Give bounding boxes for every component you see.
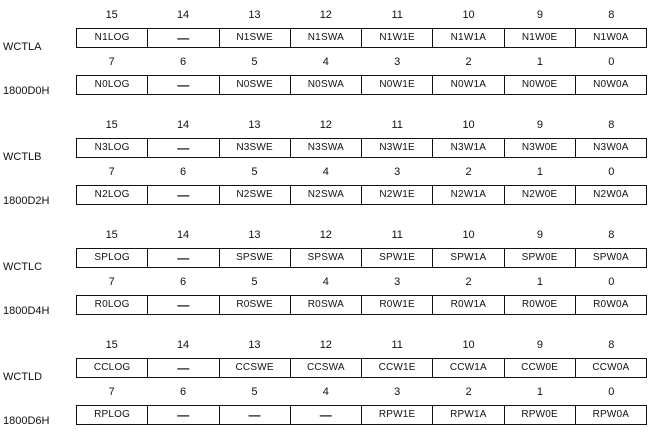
bit-number: 1 bbox=[536, 56, 543, 68]
bit-field: N0W1E bbox=[361, 76, 432, 94]
bit-field: R0W0A bbox=[575, 296, 646, 314]
bit-field: — bbox=[147, 249, 218, 267]
high-byte-row bbox=[76, 118, 647, 158]
bit-number: 9 bbox=[536, 229, 543, 241]
bit-field: N1W0A bbox=[575, 29, 646, 47]
bit-number: 5 bbox=[251, 386, 258, 398]
bit-number: 2 bbox=[465, 166, 472, 178]
bit-field: R0W0E bbox=[504, 296, 575, 314]
bit-field: SPW0E bbox=[504, 249, 575, 267]
bit-field: CCW0A bbox=[575, 359, 646, 377]
bit-field: R0W1A bbox=[432, 296, 503, 314]
bit-number: 4 bbox=[322, 56, 329, 68]
bit-field: N1SWA bbox=[290, 29, 361, 47]
bit-number: 7 bbox=[108, 386, 115, 398]
bit-field-box bbox=[76, 248, 647, 268]
bit-number: 14 bbox=[176, 339, 190, 351]
bit-field: RPLOG bbox=[94, 409, 131, 420]
bit-number: 10 bbox=[462, 229, 475, 241]
bit-field: CCSWE bbox=[219, 359, 290, 377]
bit-number: 6 bbox=[180, 166, 187, 178]
bit-number: 7 bbox=[108, 56, 115, 68]
bit-field: N3W1A bbox=[432, 139, 503, 157]
bit-number: 0 bbox=[608, 386, 615, 398]
bit-field: R0SWA bbox=[290, 296, 361, 314]
bit-field-box bbox=[76, 185, 647, 205]
bit-number: 11 bbox=[391, 339, 403, 351]
bit-number: 7 bbox=[108, 166, 115, 178]
bit-field: N0W1A bbox=[432, 76, 503, 94]
bit-field: N0SWA bbox=[290, 76, 361, 94]
bit-number: 8 bbox=[608, 9, 615, 21]
bit-field: SPW0A bbox=[575, 249, 646, 267]
bit-number: 14 bbox=[176, 119, 190, 131]
bit-number: 5 bbox=[251, 56, 258, 68]
bit-number-header bbox=[76, 55, 647, 69]
bit-number: 13 bbox=[248, 339, 261, 351]
bit-number: 10 bbox=[462, 339, 475, 351]
bit-number: 14 bbox=[176, 9, 190, 21]
high-byte-row bbox=[76, 8, 647, 48]
bit-number: 6 bbox=[180, 386, 187, 398]
bit-number: 7 bbox=[108, 276, 115, 288]
bit-field: — bbox=[147, 76, 218, 94]
low-byte-row bbox=[76, 385, 647, 425]
bit-number: 4 bbox=[322, 386, 329, 398]
register-name: WCTLA bbox=[3, 41, 42, 53]
bit-number: 9 bbox=[536, 9, 543, 21]
bit-field: SPSWA bbox=[290, 249, 361, 267]
bit-field: N3LOG bbox=[94, 142, 130, 153]
register-address: 1800D6H bbox=[3, 415, 50, 427]
bit-field-box bbox=[76, 358, 647, 378]
bit-number: 5 bbox=[251, 276, 258, 288]
register-name: WCTLB bbox=[3, 151, 42, 163]
bit-field: RPW0E bbox=[504, 406, 575, 424]
bit-field: RPW1E bbox=[361, 406, 432, 424]
bit-field: N0SWE bbox=[219, 76, 290, 94]
low-byte-row bbox=[76, 55, 647, 95]
register-block bbox=[0, 228, 655, 338]
register-block bbox=[0, 8, 655, 118]
bit-number: 3 bbox=[394, 276, 401, 288]
register-block bbox=[0, 118, 655, 228]
bit-field: SPLOG bbox=[94, 252, 130, 263]
bit-number: 8 bbox=[608, 119, 615, 131]
bit-number: 15 bbox=[105, 229, 118, 241]
bit-field: CCSWA bbox=[290, 359, 361, 377]
bit-field: N2LOG bbox=[94, 189, 130, 200]
bit-number: 0 bbox=[608, 56, 615, 68]
bit-number: 6 bbox=[180, 276, 187, 288]
bit-number-header bbox=[76, 385, 647, 399]
bit-number: 0 bbox=[608, 166, 615, 178]
register-name: WCTLC bbox=[3, 261, 43, 273]
bit-field: R0W1E bbox=[361, 296, 432, 314]
bit-field: CCW1A bbox=[432, 359, 503, 377]
bit-field-box bbox=[76, 28, 647, 48]
bit-field: CCW0E bbox=[504, 359, 575, 377]
bit-field: SPW1A bbox=[432, 249, 503, 267]
bit-number-header bbox=[76, 275, 647, 289]
bit-field: N2SWE bbox=[219, 186, 290, 204]
bit-number: 6 bbox=[180, 56, 187, 68]
bit-field: N0W0E bbox=[504, 76, 575, 94]
bit-field: N1W1A bbox=[432, 29, 503, 47]
register-address: 1800D4H bbox=[3, 305, 50, 317]
bit-field: N3SWA bbox=[290, 139, 361, 157]
bit-number: 1 bbox=[536, 276, 543, 288]
bit-field: N3W0E bbox=[504, 139, 575, 157]
low-byte-row bbox=[76, 275, 647, 315]
bit-field: N2W1E bbox=[361, 186, 432, 204]
bit-field: — bbox=[147, 359, 218, 377]
bit-field: RPW0A bbox=[575, 406, 646, 424]
register-name: WCTLD bbox=[3, 371, 43, 383]
bit-field: N2W1A bbox=[432, 186, 503, 204]
high-byte-row bbox=[76, 228, 647, 268]
bit-number-header bbox=[76, 338, 647, 352]
bit-field: RPW1A bbox=[432, 406, 503, 424]
bit-number: 13 bbox=[248, 9, 261, 21]
bit-field: N1W0E bbox=[504, 29, 575, 47]
bit-field: R0SWE bbox=[219, 296, 290, 314]
register-address: 1800D2H bbox=[3, 195, 50, 207]
bit-number: 9 bbox=[536, 119, 543, 131]
bit-number: 10 bbox=[462, 119, 475, 131]
bit-number: 13 bbox=[248, 229, 261, 241]
bit-number: 8 bbox=[608, 229, 615, 241]
bit-field: N2W0A bbox=[575, 186, 646, 204]
bit-number: 3 bbox=[394, 386, 401, 398]
bit-field: N3SWE bbox=[219, 139, 290, 157]
bit-number: 2 bbox=[465, 56, 472, 68]
bit-field: N1W1E bbox=[361, 29, 432, 47]
bit-number: 4 bbox=[322, 166, 329, 178]
bit-field: CCW1E bbox=[361, 359, 432, 377]
bit-number: 13 bbox=[248, 119, 261, 131]
bit-number: 12 bbox=[319, 119, 332, 131]
high-byte-row bbox=[76, 338, 647, 378]
bit-field-box bbox=[76, 295, 647, 315]
bit-field: N0LOG bbox=[94, 79, 130, 90]
bit-number: 10 bbox=[462, 9, 475, 21]
bit-number: 4 bbox=[322, 276, 329, 288]
bit-number: 12 bbox=[319, 339, 332, 351]
bit-number-header bbox=[76, 228, 647, 242]
bit-field: — bbox=[147, 296, 218, 314]
bit-field: — bbox=[147, 139, 218, 157]
bit-number: 0 bbox=[608, 276, 615, 288]
bit-number: 15 bbox=[105, 339, 118, 351]
bit-field-box bbox=[76, 75, 647, 95]
bit-number: 2 bbox=[465, 386, 472, 398]
bit-number: 5 bbox=[251, 166, 258, 178]
bit-number: 1 bbox=[536, 166, 543, 178]
bit-number: 9 bbox=[536, 339, 543, 351]
bit-field: — bbox=[219, 406, 290, 424]
bit-number: 3 bbox=[394, 166, 401, 178]
bit-field: N1SWE bbox=[219, 29, 290, 47]
bit-field: — bbox=[147, 406, 218, 424]
bit-field: — bbox=[290, 406, 361, 424]
bit-number: 11 bbox=[391, 9, 403, 21]
bit-number: 11 bbox=[391, 119, 403, 131]
bit-field-box bbox=[76, 138, 647, 158]
bit-number-header bbox=[76, 118, 647, 132]
low-byte-row bbox=[76, 165, 647, 205]
bit-field-box bbox=[76, 405, 647, 425]
bit-number: 3 bbox=[394, 56, 401, 68]
bit-number: 1 bbox=[536, 386, 543, 398]
bit-field: R0LOG bbox=[94, 299, 130, 310]
bit-number: 11 bbox=[391, 229, 403, 241]
bit-number: 12 bbox=[319, 9, 332, 21]
register-address: 1800D0H bbox=[3, 85, 50, 97]
bit-number: 2 bbox=[465, 276, 472, 288]
bit-field: N1LOG bbox=[94, 32, 130, 43]
bit-field: SPSWE bbox=[219, 249, 290, 267]
register-block bbox=[0, 338, 655, 448]
bit-field: SPW1E bbox=[361, 249, 432, 267]
bit-number: 15 bbox=[105, 9, 118, 21]
bit-field: — bbox=[147, 186, 218, 204]
bit-number-header bbox=[76, 8, 647, 22]
bit-field: N2W0E bbox=[504, 186, 575, 204]
bit-number: 15 bbox=[105, 119, 118, 131]
bit-field: CCLOG bbox=[93, 362, 131, 373]
bit-field: N3W1E bbox=[361, 139, 432, 157]
bit-field: N2SWA bbox=[290, 186, 361, 204]
bit-field: N3W0A bbox=[575, 139, 646, 157]
bit-number: 14 bbox=[176, 229, 190, 241]
bit-number: 8 bbox=[608, 339, 615, 351]
bit-field: N0W0A bbox=[575, 76, 646, 94]
bit-number-header bbox=[76, 165, 647, 179]
bit-number: 12 bbox=[319, 229, 332, 241]
bit-field: — bbox=[147, 29, 218, 47]
